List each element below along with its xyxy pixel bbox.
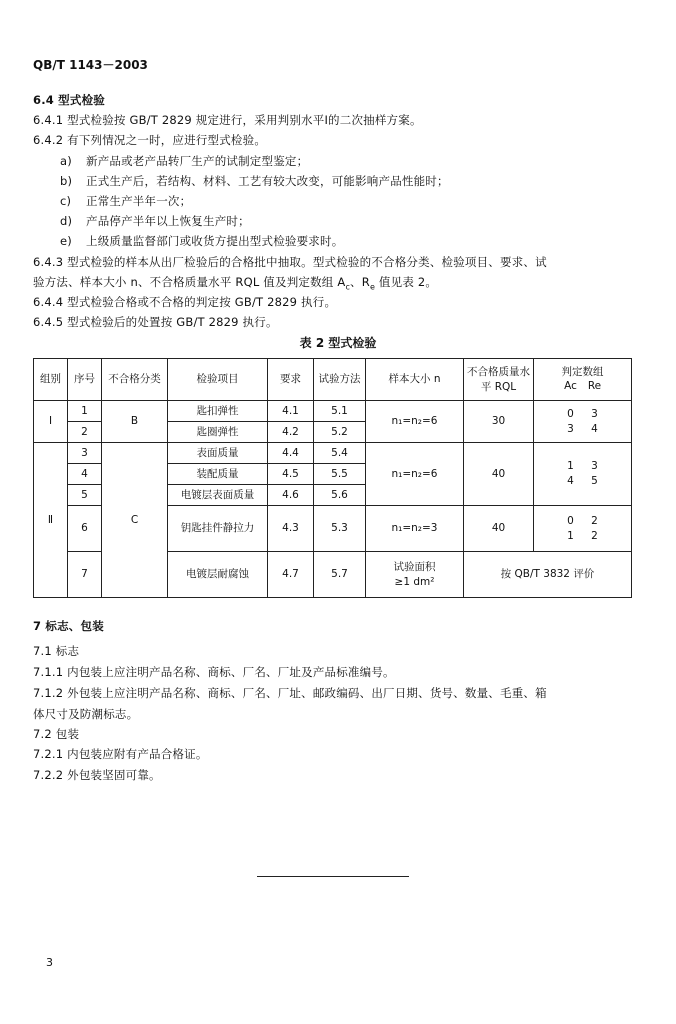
clause-7-1-1: 7.1.1 内包装上应注明产品名称、商标、厂名、厂址及产品标准编号。 (33, 665, 395, 679)
header-seq: 序号 (68, 359, 102, 401)
header-sample: 样本大小 n (366, 359, 464, 401)
table-row (34, 401, 632, 422)
item-cell: 钥匙挂件静拉力 (168, 506, 268, 552)
clause-7-1-2-line1: 7.1.2 外包装上应注明产品名称、商标、厂名、厂址、邮政编码、出厂日期、货号、数量、毛重、箱 (33, 686, 547, 700)
req-cell: 4.6 (268, 485, 314, 506)
sample-cell: 试验面积 ≥1 dm² (366, 552, 464, 598)
table-2-title: 表 2 型式检验 (299, 336, 377, 350)
req-cell: 4.3 (268, 506, 314, 552)
seq-cell: 1 (68, 401, 102, 422)
item-cell: 匙圈弹性 (168, 422, 268, 443)
req-cell: 4.7 (268, 552, 314, 598)
clause-6-4-1: 6.4.1 型式检验按 GB/T 2829 规定进行，采用判别水平Ⅰ的二次抽样方案。 (33, 113, 422, 127)
section-7-2-title: 7.2 包装 (33, 727, 80, 741)
judge-cell: 1 3 4 5 (534, 443, 632, 506)
item-cell: 匙扣弹性 (168, 401, 268, 422)
seq-cell: 7 (68, 552, 102, 598)
seq-cell: 5 (68, 485, 102, 506)
clause-7-1-2-line2: 体尺寸及防潮标志。 (33, 707, 139, 721)
header-req: 要求 (268, 359, 314, 401)
list-item: b) 正式生产后，若结构、材料、工艺有较大改变，可能影响产品性能时； (60, 174, 449, 188)
method-cell: 5.2 (314, 422, 366, 443)
header-judge: 判定数组 Ac Re (534, 359, 632, 401)
group-cell: Ⅰ (34, 401, 68, 443)
method-cell: 5.3 (314, 506, 366, 552)
evaluation-cell: 按 QB/T 3832 评价 (464, 552, 632, 598)
clause-7-2-2: 7.2.2 外包装坚固可靠。 (33, 768, 161, 782)
rql-cell: 40 (464, 506, 534, 552)
method-cell: 5.1 (314, 401, 366, 422)
list-item: c) 正常生产半年一次； (60, 194, 192, 208)
rql-cell: 40 (464, 443, 534, 506)
group-cell: Ⅱ (34, 443, 68, 598)
item-cell: 电镀层表面质量 (168, 485, 268, 506)
sample-cell: n₁=n₂=6 (366, 443, 464, 506)
sample-cell: n₁=n₂=6 (366, 401, 464, 443)
item-cell: 表面质量 (168, 443, 268, 464)
class-cell: C (102, 443, 168, 598)
req-cell: 4.1 (268, 401, 314, 422)
clause-6-4-3-line2: 验方法、样本大小 n、不合格质量水平 RQL 值及判定数组 $A_c$、$R_e$ 值见表 2。 (33, 275, 438, 292)
method-cell: 5.5 (314, 464, 366, 485)
sample-cell: n₁=n₂=3 (366, 506, 464, 552)
page-number: 3 (46, 956, 53, 969)
req-cell: 4.5 (268, 464, 314, 485)
section-7-title: 7 标志、包装 (33, 619, 104, 633)
req-cell: 4.4 (268, 443, 314, 464)
class-cell: B (102, 401, 168, 443)
judge-cell: 0 3 3 4 (534, 401, 632, 443)
req-cell: 4.2 (268, 422, 314, 443)
header-method: 试验方法 (314, 359, 366, 401)
seq-cell: 4 (68, 464, 102, 485)
section-6-4-title: 6.4 型式检验 (33, 93, 105, 107)
clause-6-4-5: 6.4.5 型式检验后的处置按 GB/T 2829 执行。 (33, 315, 278, 329)
seq-cell: 6 (68, 506, 102, 552)
list-item: a) 新产品或老产品转厂生产的试制定型鉴定； (60, 154, 309, 168)
judge-cell: 0 2 1 2 (534, 506, 632, 552)
table-2 (33, 358, 632, 598)
clause-6-4-3-line1: 6.4.3 型式检验的样本从出厂检验后的合格批中抽取。型式检验的不合格分类、检验项目、要求、试 (33, 255, 547, 269)
header-class: 不合格分类 (102, 359, 168, 401)
clause-6-4-4: 6.4.4 型式检验合格或不合格的判定按 GB/T 2829 执行。 (33, 295, 337, 309)
item-cell: 电镀层耐腐蚀 (168, 552, 268, 598)
header-rql: 不合格质量水平 RQL (464, 359, 534, 401)
header-item: 检验项目 (168, 359, 268, 401)
header-group: 组别 (34, 359, 68, 401)
seq-cell: 2 (68, 422, 102, 443)
list-item: e) 上级质量监督部门或收货方提出型式检验要求时。 (60, 234, 344, 248)
clause-6-4-2: 6.4.2 有下列情况之一时，应进行型式检验。 (33, 133, 267, 147)
method-cell: 5.7 (314, 552, 366, 598)
table-header-row (34, 359, 632, 401)
list-item: d) 产品停产半年以上恢复生产时； (60, 214, 250, 228)
section-7-1-title: 7.1 标志 (33, 644, 80, 658)
clause-7-2-1: 7.2.1 内包装应附有产品合格证。 (33, 747, 208, 761)
item-cell: 装配质量 (168, 464, 268, 485)
table-row (34, 443, 632, 464)
method-cell: 5.6 (314, 485, 366, 506)
seq-cell: 3 (68, 443, 102, 464)
rql-cell: 30 (464, 401, 534, 443)
method-cell: 5.4 (314, 443, 366, 464)
end-separator-line (257, 876, 409, 877)
standard-code: QB/T 1143－2003 (33, 58, 148, 72)
